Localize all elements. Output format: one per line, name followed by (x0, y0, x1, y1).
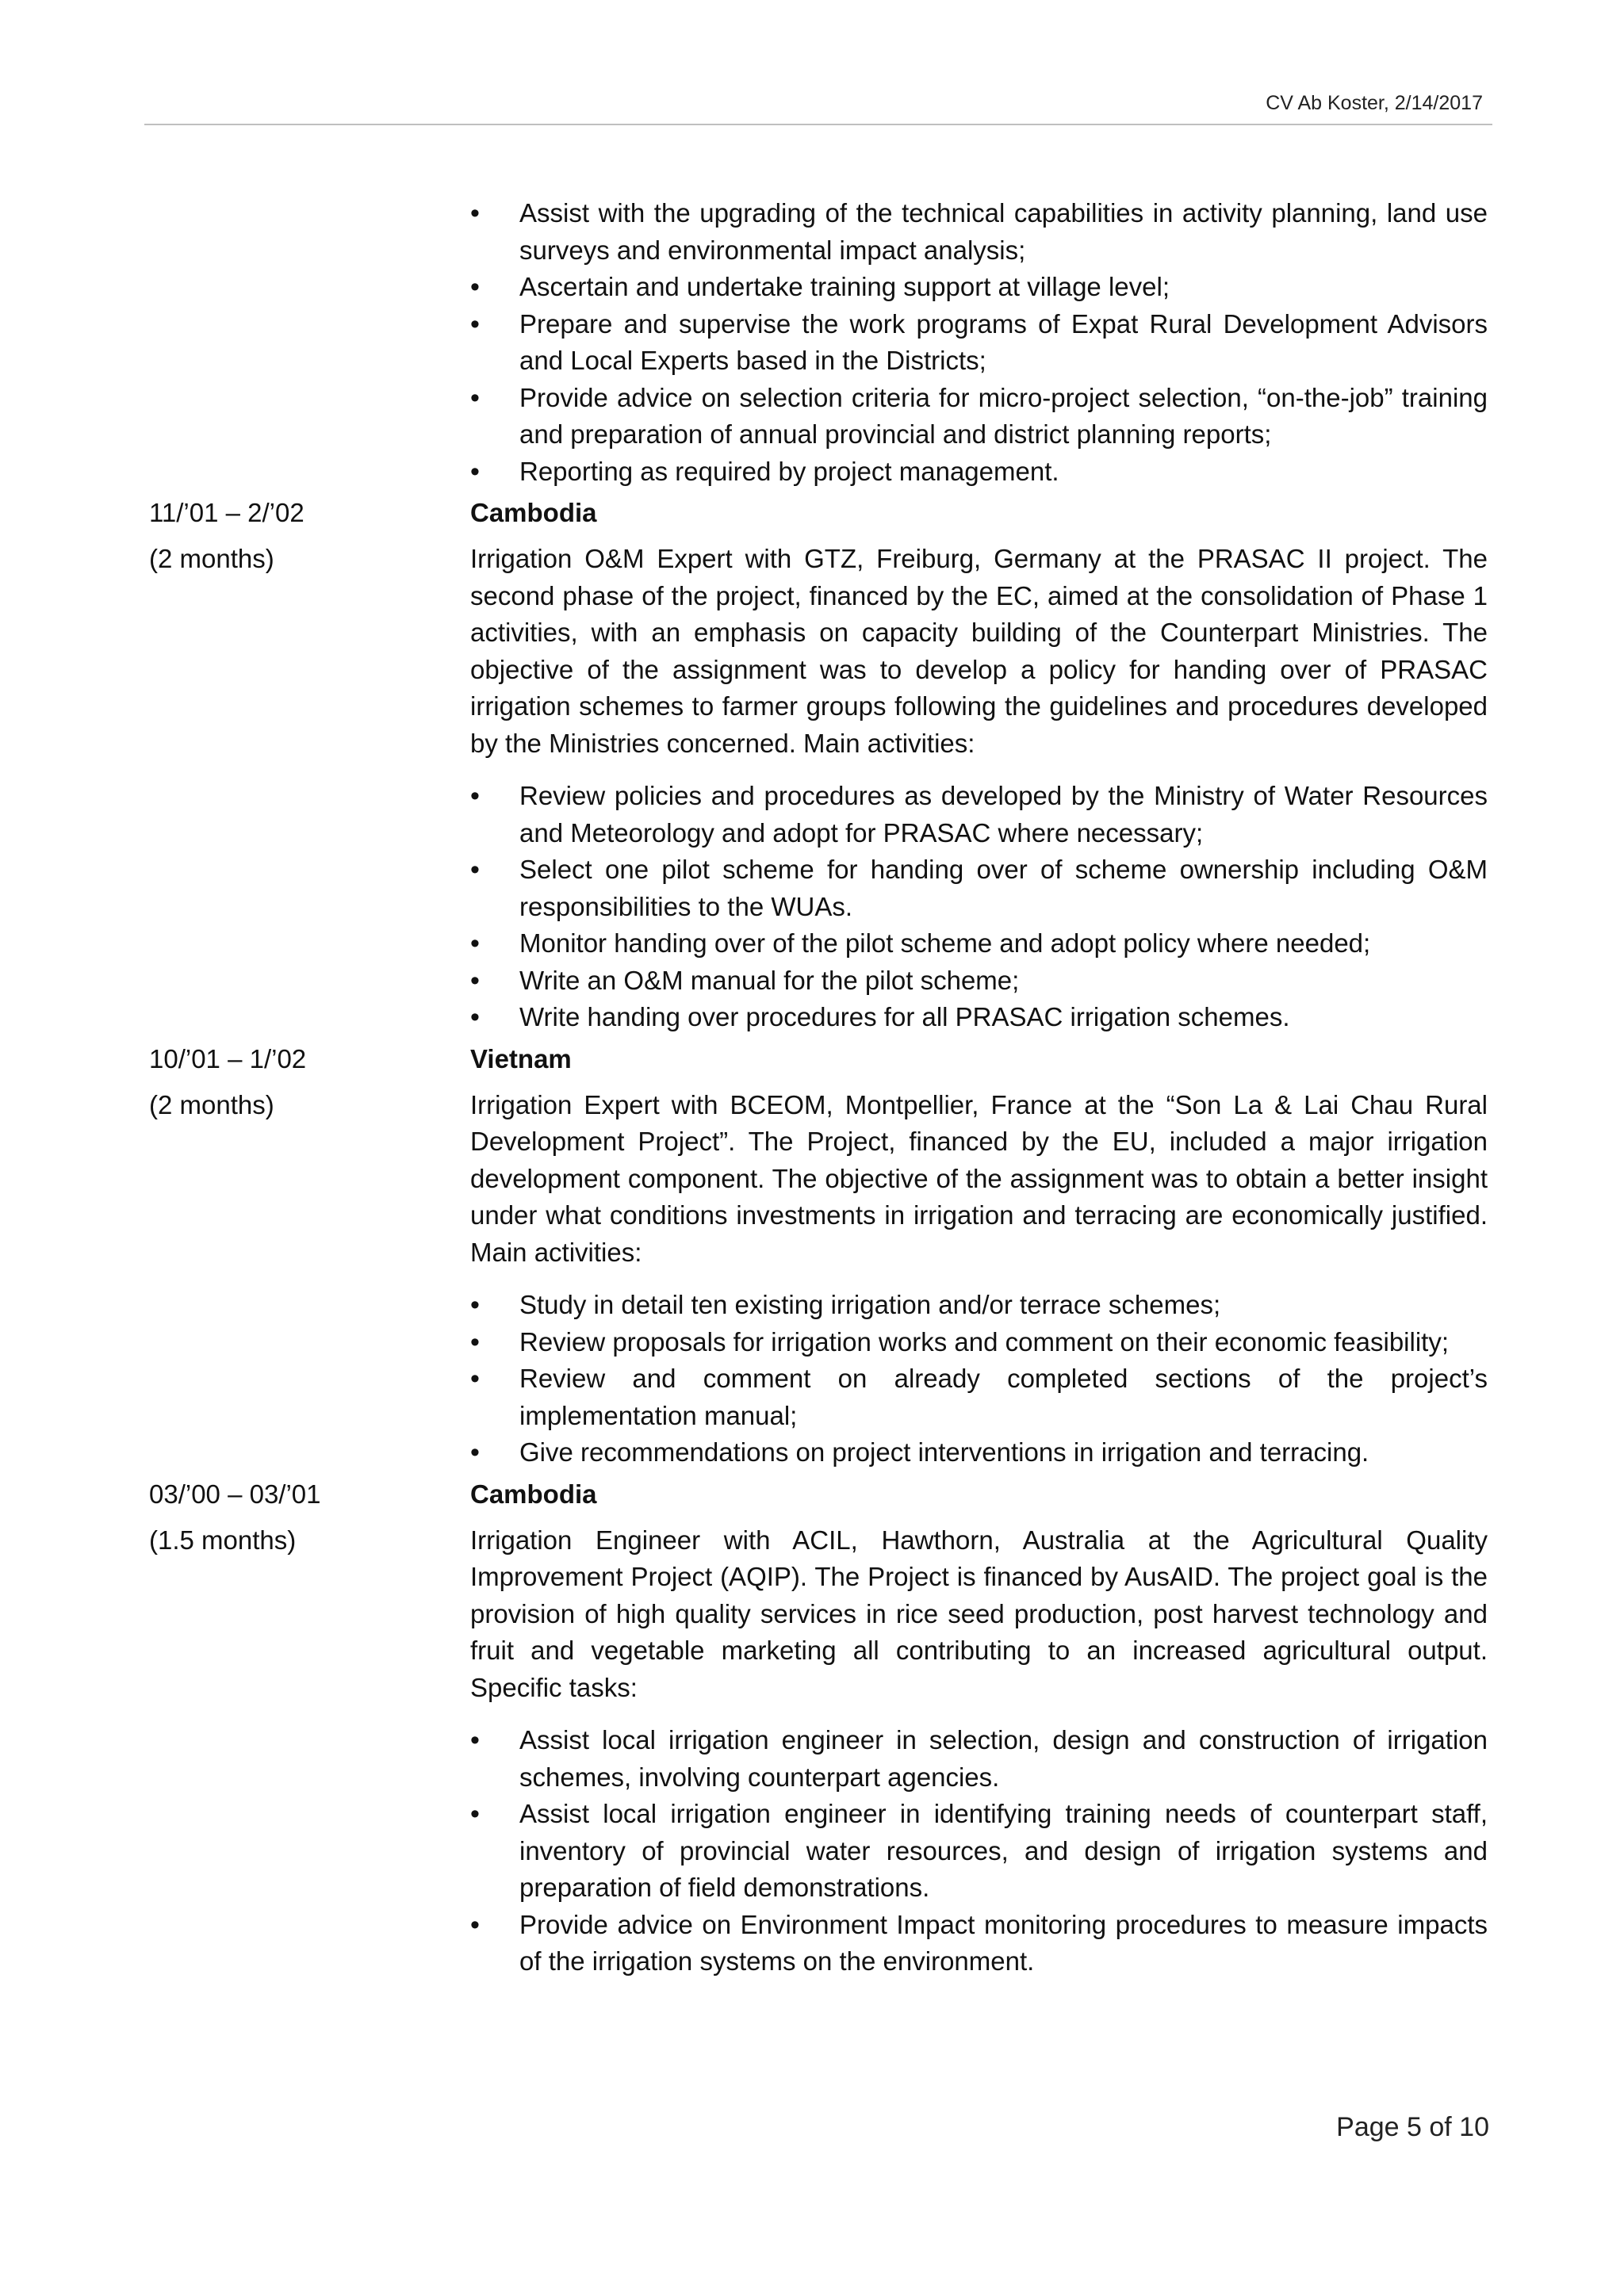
list-item: • Select one pilot scheme for handing over of scheme ownership including O&M responsibilities to the WUAs. (470, 851, 1488, 925)
entry-country: Vietnam (470, 1043, 572, 1073)
list-item: • Ascertain and undertake training support at village level; (470, 269, 1488, 306)
list-item: • Prepare and supervise the work programs of Expat Rural Development Advisors and Local Experts based in the Districts; (470, 306, 1488, 380)
entry-bullet-list (470, 778, 1488, 1036)
entry-duration: (2 months) (149, 544, 274, 573)
entry-dates: 03/’00 – 03/’01 (149, 1479, 321, 1509)
list-item: • Give recommendations on project interventions in irrigation and terracing. (470, 1434, 1488, 1471)
list-item: • Write handing over procedures for all PRASAC irrigation schemes. (470, 999, 1488, 1036)
page-header (144, 89, 1492, 125)
list-item: • Assist local irrigation engineer in identifying training needs of counterpart staff, inventory of provincial water resources, and design of irrigation systems and preparation of field demonstrations. (470, 1796, 1488, 1907)
list-item: • Write an O&M manual for the pilot scheme; (470, 962, 1488, 1000)
list-item: • Review policies and procedures as developed by the Ministry of Water Resources and Meteorology and adopt for PRASAC where necessary; (470, 778, 1488, 851)
list-item: • Provide advice on Environment Impact monitoring procedures to measure impacts of the irrigation systems on the environment. (470, 1907, 1488, 1980)
experience-entry (149, 1041, 1488, 1471)
list-item: • Reporting as required by project management. (470, 453, 1488, 491)
header-text: CV Ab Koster, 2/14/2017 (1266, 92, 1483, 114)
cv-content (149, 195, 1488, 1980)
entry-duration: (2 months) (149, 1089, 274, 1119)
entry-dates: 11/’01 – 2/’02 (149, 498, 304, 527)
list-item: • Provide advice on selection criteria for micro-project selection, “on-the-job” training and preparation of annual provincial and district planning reports; (470, 380, 1488, 453)
entry-description: Irrigation Expert with BCEOM, Montpellier, France at the “Son La & Lai Chau Rural Development Project”. The Project, financed by the EU, included a major irrigation development component. The objective of the assignment was to obtain a better insight under what conditions investments in irrigation and terracing are economically justified. Main activities: (470, 1089, 1488, 1267)
experience-entry (149, 495, 1488, 1036)
list-item: • Assist with the upgrading of the technical capabilities in activity planning, land use surveys and environmental impact analysis; (470, 195, 1488, 269)
experience-entry (149, 1476, 1488, 1980)
list-item: • Assist local irrigation engineer in selection, design and construction of irrigation schemes, involving counterpart agencies. (470, 1722, 1488, 1796)
entry-description: Irrigation O&M Expert with GTZ, Freiburg, Germany at the PRASAC II project. The second phase of the project, financed by the EC, aimed at the consolidation of Phase 1 activities, with an emphasis on capacity building of the Counterpart Ministries. The objective of the assignment was to develop a policy for handing over of PRASAC irrigation schemes to farmer groups following the guidelines and procedures developed by the Ministries concerned. Main activities: (470, 544, 1488, 758)
list-item: • Study in detail ten existing irrigation and/or terrace schemes; (470, 1287, 1488, 1324)
entry-bullet-list (470, 1722, 1488, 1980)
entry-country: Cambodia (470, 1479, 597, 1509)
list-item: • Review and comment on already completed sections of the project’s implementation manual; (470, 1360, 1488, 1434)
list-item: • Monitor handing over of the pilot scheme and adopt policy where needed; (470, 925, 1488, 962)
page-number: Page 5 of 10 (1336, 2112, 1489, 2142)
entry-country: Cambodia (470, 498, 597, 527)
entry-dates: 10/’01 – 1/’02 (149, 1043, 307, 1073)
entry-duration: (1.5 months) (149, 1525, 297, 1555)
list-item: • Review proposals for irrigation works and comment on their economic feasibility; (470, 1324, 1488, 1361)
top-bullet-list (470, 195, 1488, 490)
entry-description: Irrigation Engineer with ACIL, Hawthorn, Australia at the Agricultural Quality Improvement Project (AQIP). The Project is financed by AusAID. The project goal is the provision of high quality services in rice seed production, post harvest technology and fruit and vegetable marketing all contributing to an increased agricultural output. Specific tasks: (470, 1525, 1488, 1702)
entry-bullet-list (470, 1287, 1488, 1471)
